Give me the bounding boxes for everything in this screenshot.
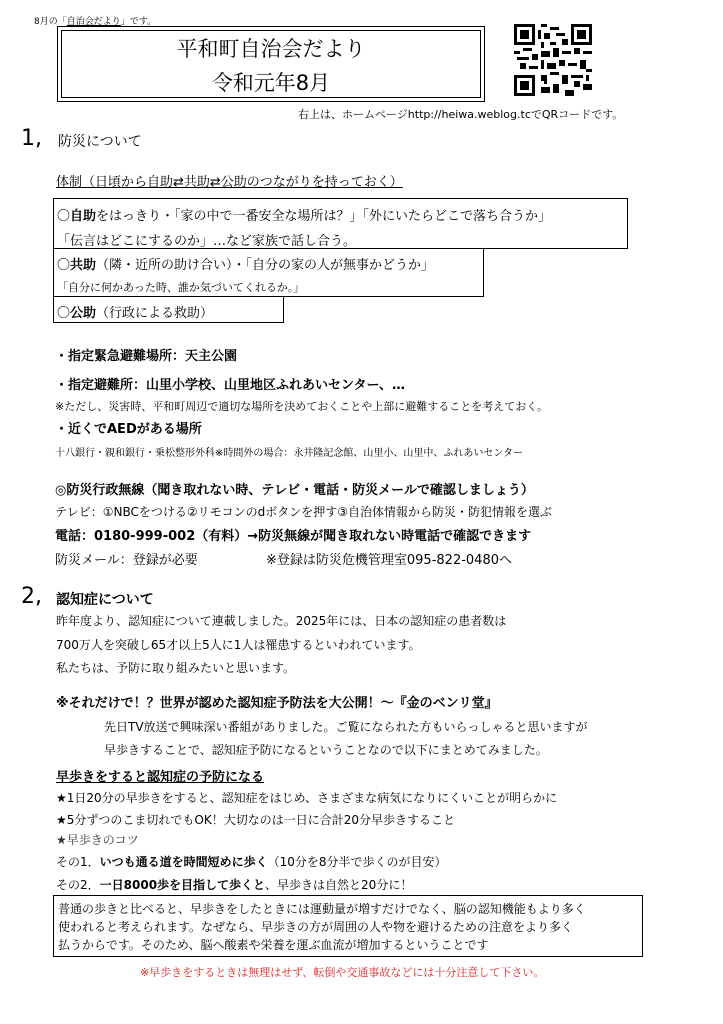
phone-line: 電話：0180-999-002（有料）→防災無線が聞き取れない時電話で確認できます xyxy=(55,529,532,544)
walk-heading: 早歩きをすると認知症の予防になる xyxy=(56,770,265,785)
section2-number: 2, xyxy=(21,584,42,609)
page-subtitle: 令和元年8月 xyxy=(211,71,331,95)
evac-emergency: ・指定緊急避難場所：天主公園 xyxy=(55,349,238,364)
page-title: 平和町自治会だより xyxy=(176,37,366,61)
mail-label: 防災メール：登録が必要 xyxy=(55,553,198,568)
mail-note: ※登録は防災危機管理室095-822-0480へ xyxy=(266,553,512,568)
tv-intro-line1: 先日TV放送で興味深い番組がありました。ご覧になられた方もいらっしゃると思いますが xyxy=(104,720,588,734)
qr-code-icon[interactable] xyxy=(514,24,592,96)
kojo-line: 〇公助（行政による救助） xyxy=(57,306,214,321)
kyojo-word: 共助 xyxy=(70,258,97,273)
jijo-line2: 「伝言はどこにするのか」…など家族で話し合う。 xyxy=(57,234,357,249)
evac-note: ※ただし、災害時、平和町周辺で適切な場所を決めておくことや上部に避難することを考えておく。 xyxy=(55,400,548,413)
jijo-word: 自助 xyxy=(70,209,97,224)
tv-intro-line2: 早歩きすることで、認知症予防になるということなので以下にまとめてみました。 xyxy=(104,743,548,757)
section1-title: 防災について xyxy=(58,134,142,150)
highlight-heading: ※それだけで！？世界が認めた認知症予防法を大公開！～『金のベンリ堂』 xyxy=(56,696,498,711)
kojo-word: 公助 xyxy=(70,306,97,321)
section1-number: 1, xyxy=(21,126,42,151)
explanation-line3: 払うからです。そのため、脳へ酸素や栄養を運ぶ血流が増加するということです xyxy=(58,938,489,952)
explanation-line2: 使われると考えられます。なぜなら、早歩きの方が周囲の人や物を避けるための注意をより多く xyxy=(58,920,574,934)
header-note: 8月の「自治会だより」です。 xyxy=(34,17,157,27)
radio-title: ◎防災行政無線（聞き取れない時、テレビ・電話・防災メールで確認しましょう） xyxy=(55,483,534,498)
intro-line2: 700万人を突破し65才以上5人に1人は罹患するといわれています。 xyxy=(56,638,421,652)
jijo-line1: 〇自助をはっきり・「家の中で一番安全な場所は？」「外にいたらどこで落ち合うか」 xyxy=(57,209,552,224)
star-line1: ★1日20分の早歩きをすると、認知症をはじめ、さまざまな病気になりにくいことが明らかに xyxy=(56,791,558,805)
section2-title: 認知症について xyxy=(56,592,154,608)
star-line2: ★5分ずつのこま切れでもOK！大切なのは一日に合計20分早歩きすること xyxy=(56,813,455,827)
title-box xyxy=(57,26,485,102)
intro-line1: 昨年度より、認知症について連載しました。2025年には、日本の認知症の患者数は xyxy=(56,614,507,628)
warning-note: ※早歩きをするときは無理はせず、転倒や交通事故などには十分注意して下さい。 xyxy=(140,966,545,979)
kyojo-line1: 〇共助（隣・近所の助け合い）・「自分の家の人が無事かどうか」 xyxy=(57,258,435,273)
evac-site: ・指定避難所：山里小学校、山里地区ふれあいセンター、… xyxy=(55,378,405,393)
qr-caption: 右上は、ホームページhttp://heiwa.weblog.tcでQRコードです。 xyxy=(298,108,624,121)
taisei-heading: 体制（日頃から自助⇄共助⇄公助のつながりを持っておく） xyxy=(56,175,403,190)
aed-list: 十八銀行・親和銀行・乗松整形外科※時間外の場合：永井隆記念館、山里小、山里中、ふれあいセンター xyxy=(55,448,523,459)
aed-title: ・近くでAEDがある場所 xyxy=(55,422,202,437)
tip2-line: その2．一日8000歩を目指して歩くと、早歩きは自然と20分に！ xyxy=(56,878,413,892)
tips-title: ★早歩きのコツ xyxy=(56,833,139,847)
tip1-line: その1．いつも通る道を時間短めに歩く（10分を8分半で歩くのが目安） xyxy=(56,855,447,869)
tv-line: テレビ：①NBCをつける②リモコンのdボタンを押す③自治体情報から防災・防犯情報を選ぶ xyxy=(55,505,553,519)
header-note-link[interactable]: 自治会だより xyxy=(66,17,121,27)
explanation-line1: 普通の歩きと比べると、早歩きをしたときには運動量が増すだけでなく、脳の認知機能もより多く xyxy=(58,902,586,916)
intro-line3: 私たちは、予防に取り組みたいと思います。 xyxy=(56,661,296,675)
kyojo-line2: 「自分に何かあった時、誰か気づいてくれるか。」 xyxy=(57,281,305,294)
